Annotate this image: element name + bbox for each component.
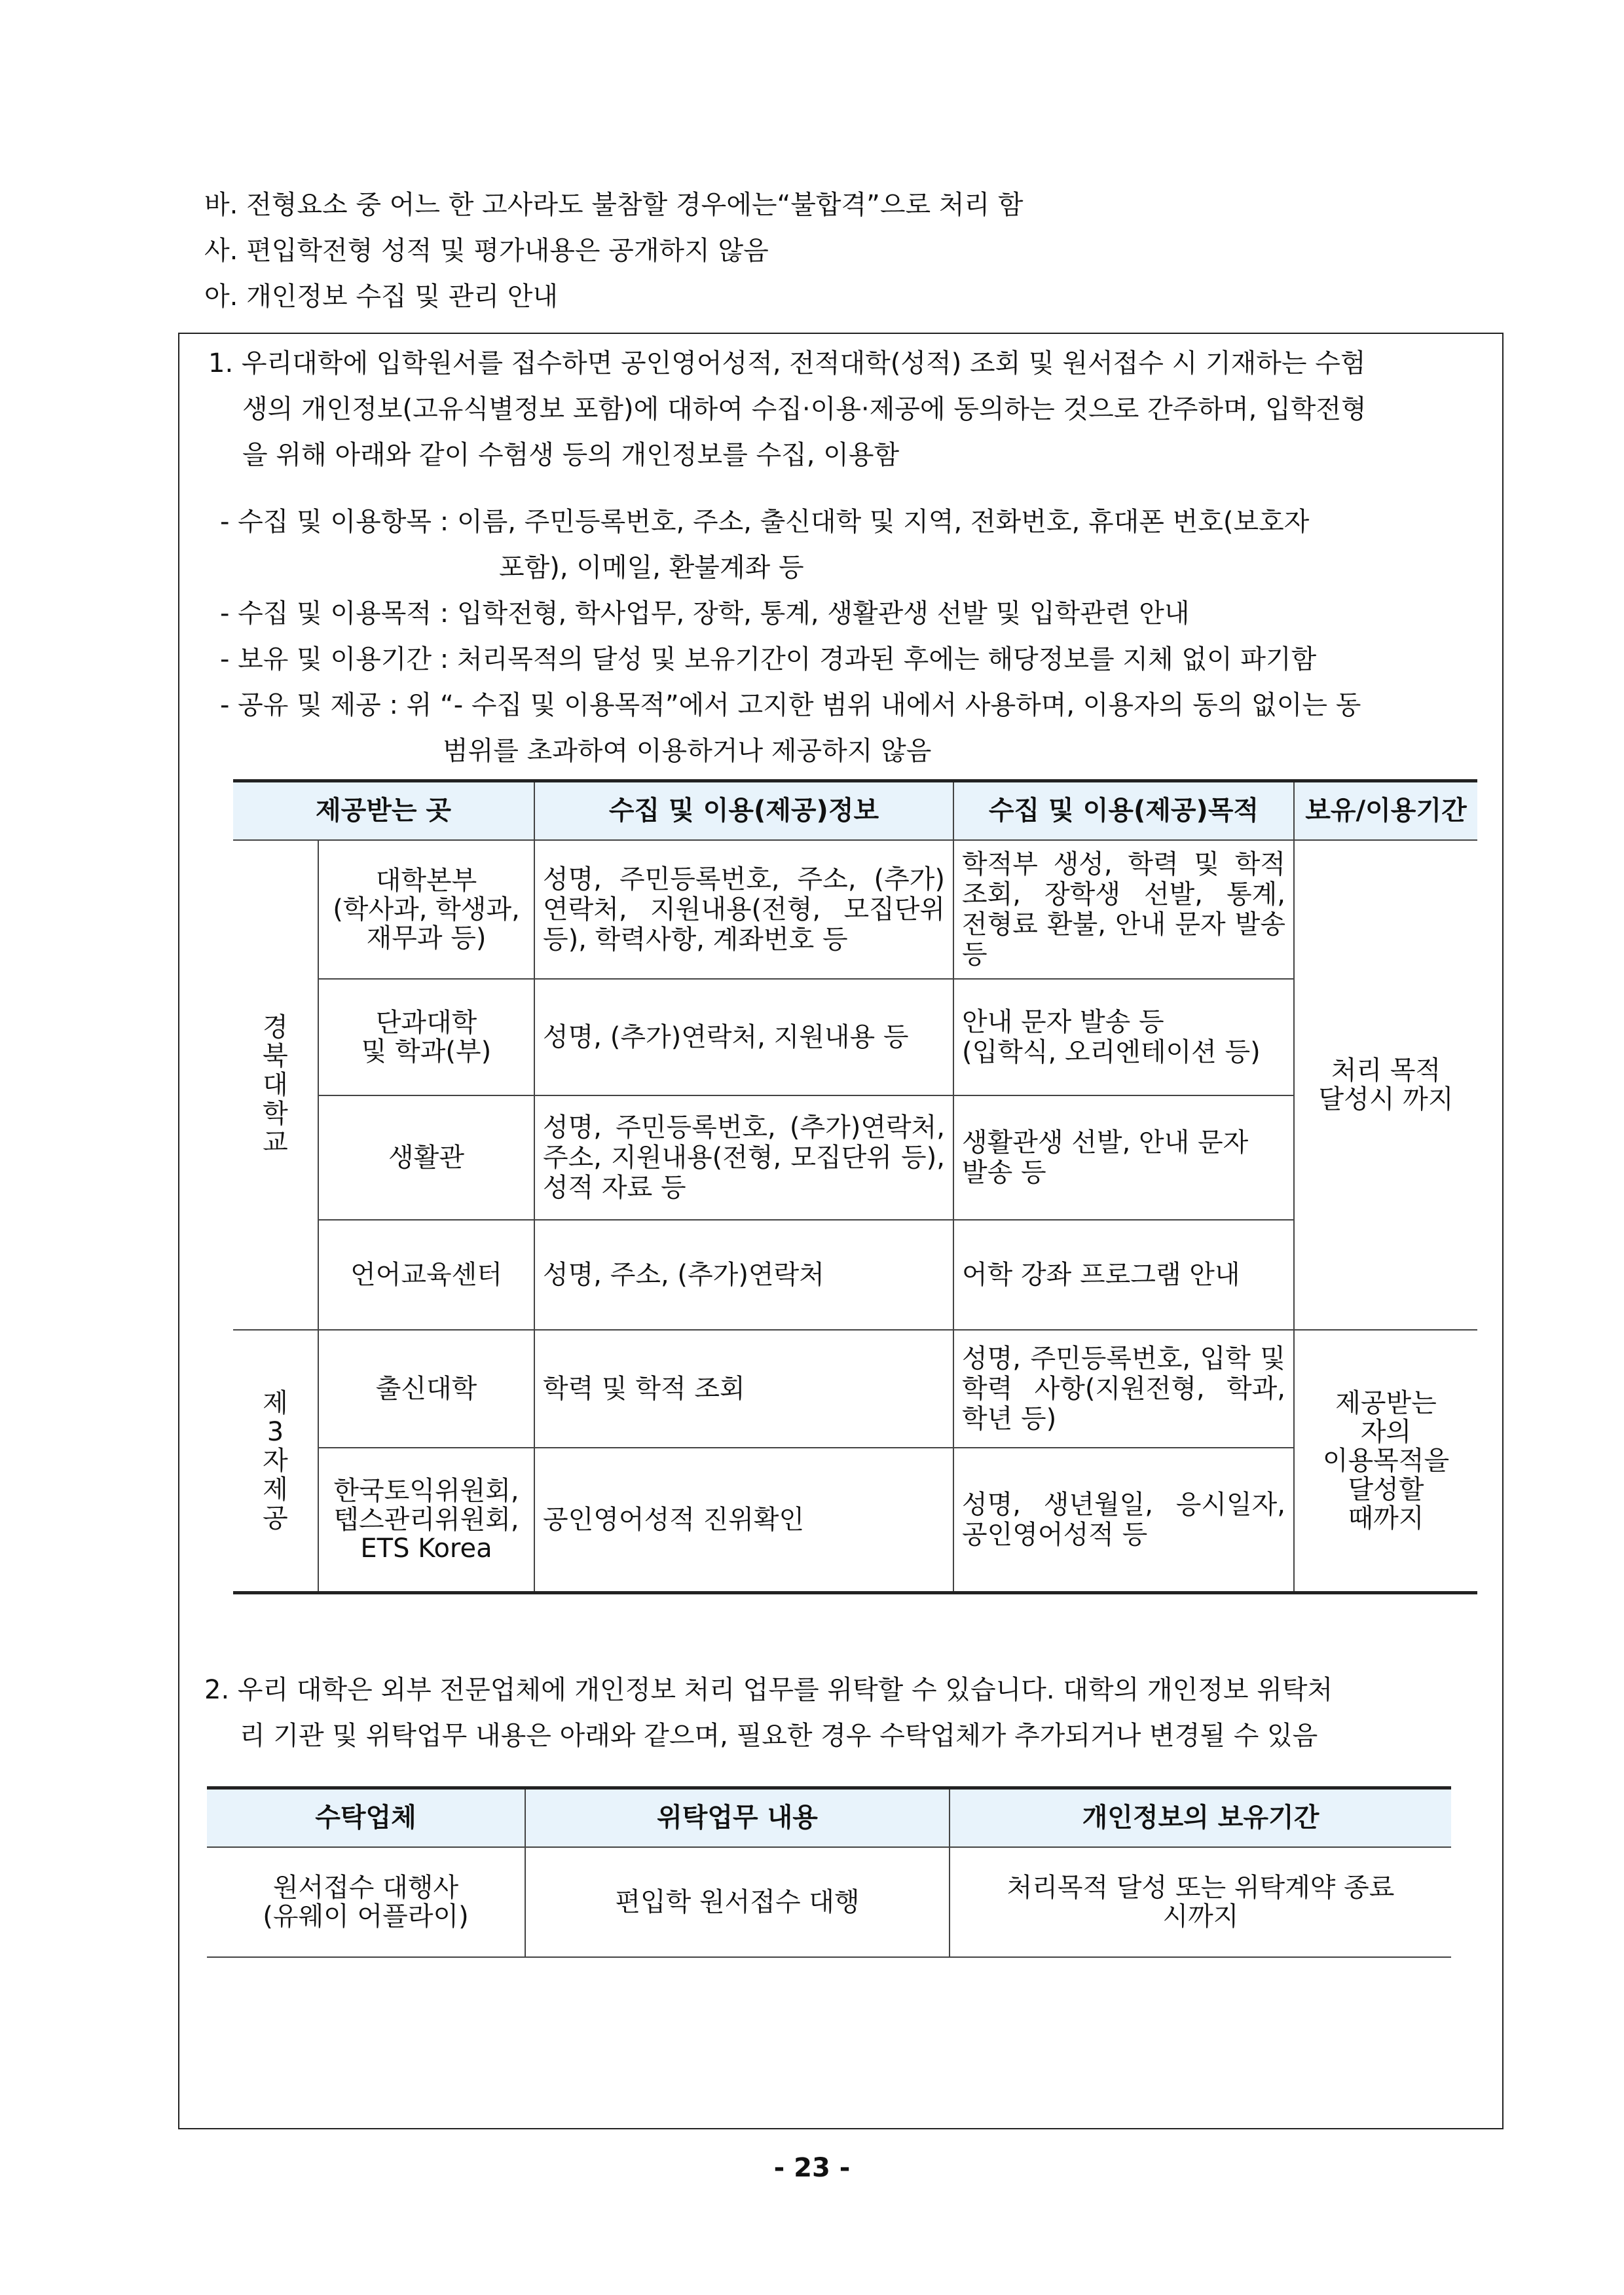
cell-period: 처리목적 달성 또는 위탁계약 종료 시까지 [1006, 1872, 1395, 1932]
table-row-info: 성명, (추가)연락처, 지원내용 등 [534, 979, 953, 1095]
outsourcing-table [207, 1786, 1451, 1958]
table-row-place: 한국토익위원회, 텝스관리위원회, ETS Korea [318, 1448, 534, 1593]
group-third-party: 제 3 자 제 공 [233, 1330, 318, 1593]
page-number: - 23 - [773, 2153, 851, 2183]
table-row-purpose: 성명, 생년월일, 응시일자, 공인영어성적 등 [953, 1448, 1294, 1593]
table-row-place: 단과대학 및 학과(부) [318, 979, 534, 1095]
header-company: 수탁업체 [207, 1788, 525, 1847]
retention-third-party: 제공받는 자의 이용목적을 달성할 때까지 [1322, 1387, 1450, 1533]
table-row-place: 언어교육센터 [318, 1220, 534, 1330]
table-row-purpose: 학적부 생성, 학력 및 학적 조회, 장학생 선발, 통계, 전형료 환불, 안내 문자 발송 등 [953, 840, 1294, 979]
intro-ba: 바. 전형요소 중 어느 한 고사라도 불참할 경우에는“불합격”으로 처리 함 [204, 190, 1024, 220]
table-row-purpose: 어학 강좌 프로그램 안내 [953, 1220, 1294, 1330]
section1-line-2: 생의 개인정보(고유식별정보 포함)에 대하여 수집·이용·제공에 동의하는 것으로 간주하며, 입학전형 [242, 394, 1367, 424]
provision-table [233, 779, 1477, 1594]
bullet-sharing-cont: 범위를 초과하여 이용하거나 제공하지 않음 [443, 736, 932, 766]
header-info: 수집 및 이용(제공)정보 [534, 781, 953, 840]
retention-knu: 처리 목적 달성시 까지 [1318, 1055, 1454, 1114]
table-row-place: 대학본부 (학사과, 학생과, 재무과 등) [318, 840, 534, 979]
header-place: 제공받는 곳 [233, 781, 534, 840]
bullet-items: - 수집 및 이용항목 : 이름, 주민등록번호, 주소, 출신대학 및 지역, 전화번호, 휴대폰 번호(보호자 [220, 507, 1310, 537]
section2-line-2: 리 기관 및 위탁업무 내용은 아래와 같으며, 필요한 경우 수탁업체가 추가되거나 변경될 수 있음 [240, 1721, 1318, 1751]
section2-line-1: 2. 우리 대학은 외부 전문업체에 개인정보 처리 업무를 위탁할 수 있습니다. 대학의 개인정보 위탁처 [204, 1675, 1333, 1705]
header-period: 개인정보의 보유기간 [950, 1788, 1451, 1847]
table-row-purpose: 안내 문자 발송 등 (입학식, 오리엔테이션 등) [953, 979, 1294, 1095]
intro-a: 아. 개인정보 수집 및 관리 안내 [204, 282, 558, 312]
table-row-purpose: 성명, 주민등록번호, 입학 및 학력 사항(지원전형, 학과, 학년 등) [953, 1330, 1294, 1448]
table-row-info: 성명, 주민등록번호, (추가)연락처, 주소, 지원내용(전형, 모집단위 등), 성적 자료 등 [534, 1095, 953, 1220]
table-row-place: 생활관 [318, 1095, 534, 1220]
cell-task: 편입학 원서접수 대행 [525, 1847, 950, 1957]
bullet-items-cont: 포함), 이메일, 환불계좌 등 [499, 553, 804, 583]
header-retention: 보유/이용기간 [1294, 781, 1477, 840]
table-row-info: 학력 및 학적 조회 [534, 1330, 953, 1448]
section1-line-3: 을 위해 아래와 같이 수험생 등의 개인정보를 수집, 이용함 [242, 440, 900, 470]
group-knu: 경 북 대 학 교 [233, 840, 318, 1330]
bullet-retention: - 보유 및 이용기간 : 처리목적의 달성 및 보유기간이 경과된 후에는 해당정보를 지체 없이 파기함 [220, 644, 1317, 674]
header-task: 위탁업무 내용 [525, 1788, 950, 1847]
table-row-info: 성명, 주소, (추가)연락처 [534, 1220, 953, 1330]
table-row-place: 출신대학 [318, 1330, 534, 1448]
table-row-purpose: 생활관생 선발, 안내 문자 발송 등 [953, 1095, 1294, 1220]
intro-sa: 사. 편입학전형 성적 및 평가내용은 공개하지 않음 [204, 236, 769, 266]
header-purpose: 수집 및 이용(제공)목적 [953, 781, 1294, 840]
bullet-sharing: - 공유 및 제공 : 위 “- 수집 및 이용목적”에서 고지한 범위 내에서 사용하며, 이용자의 동의 없이는 동 [220, 690, 1361, 720]
cell-company: 원서접수 대행사 (유웨이 어플라이) [207, 1847, 525, 1957]
table-row-info: 성명, 주민등록번호, 주소, (추가)연락처, 지원내용(전형, 모집단위 등), 학력사항, 계좌번호 등 [534, 840, 953, 979]
table-row-info: 공인영어성적 진위확인 [534, 1448, 953, 1593]
section1-line-1: 1. 우리대학에 입학원서를 접수하면 공인영어성적, 전적대학(성적) 조회 및 원서접수 시 기재하는 수험 [208, 348, 1366, 378]
bullet-purpose: - 수집 및 이용목적 : 입학전형, 학사업무, 장학, 통계, 생활관생 선발 및 입학관련 안내 [220, 598, 1190, 629]
